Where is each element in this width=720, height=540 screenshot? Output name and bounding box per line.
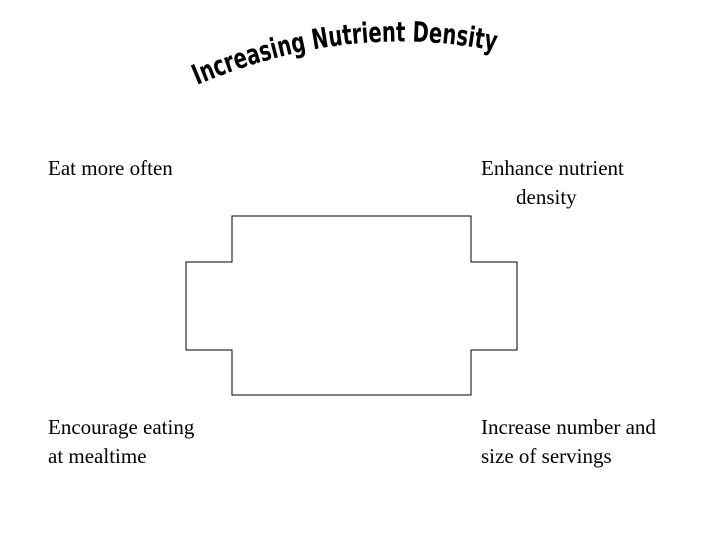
page-title: Increasing Nutrient Density [187,15,506,92]
strategy-encourage-eating [48,413,194,471]
strategy-label-line2: density [516,185,577,209]
strategy-label-line1: Increase number and [481,415,656,439]
strategy-increase-servings [481,413,656,471]
strategy-label-line1: Encourage eating [48,415,195,439]
strategy-label-line2: at mealtime [48,444,147,468]
strategy-label-line1: Enhance nutrient [481,156,624,180]
strategy-label-line2: size of servings [481,444,612,468]
strategy-label: Eat more often [48,156,173,180]
cross-outline [186,216,517,395]
